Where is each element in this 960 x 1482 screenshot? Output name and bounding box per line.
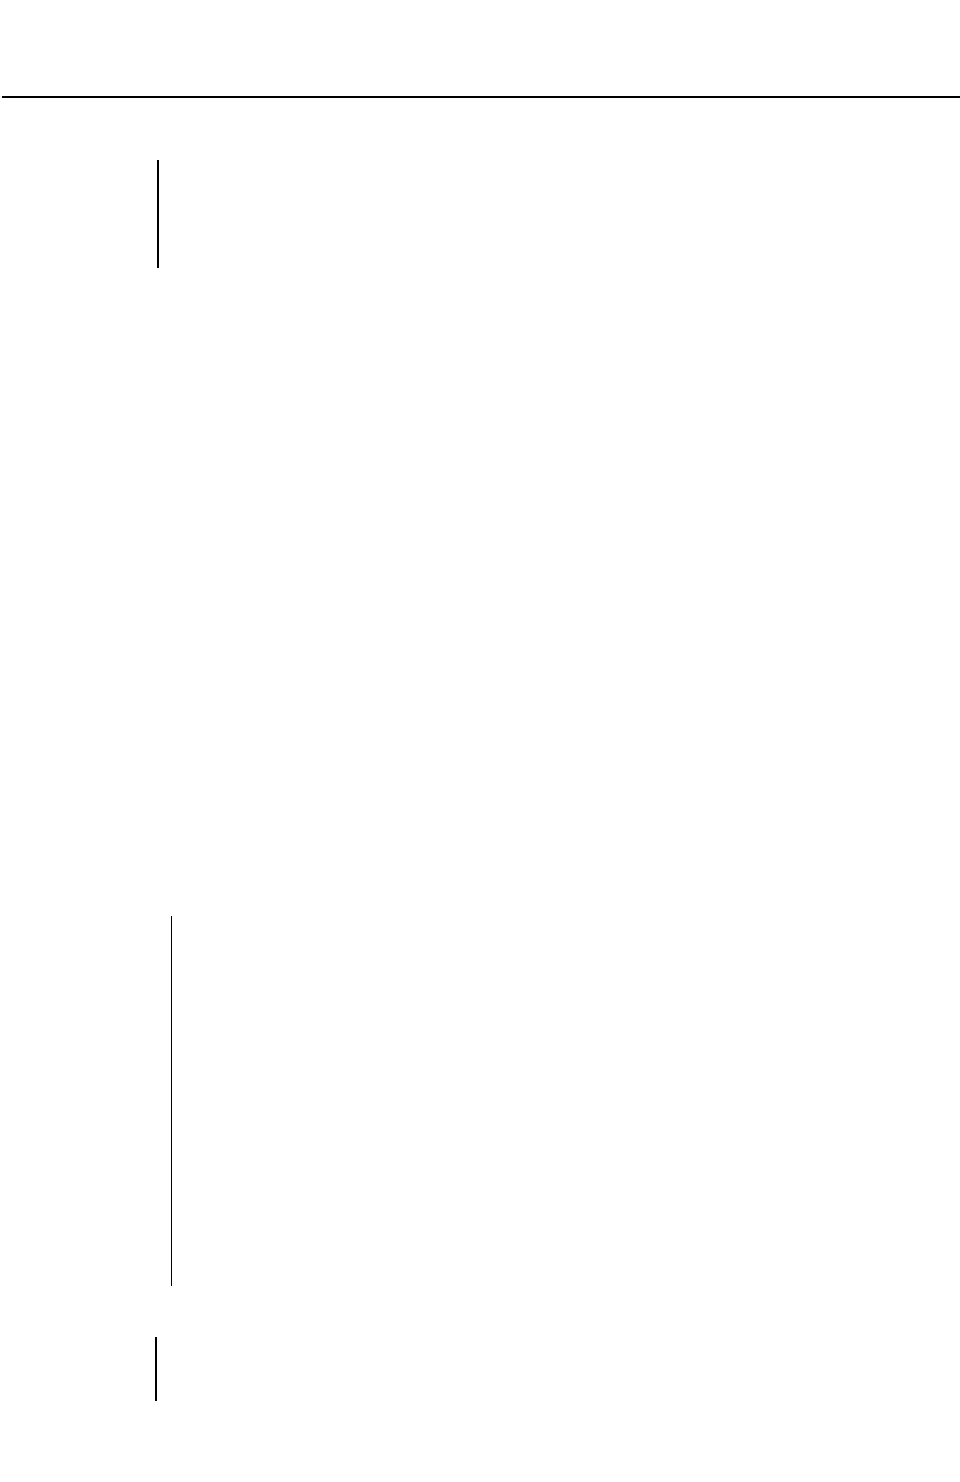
margin-bar-2 [155, 1337, 157, 1401]
table-left-rule [171, 916, 172, 1286]
header-divider [2, 96, 960, 98]
margin-bar [157, 160, 159, 268]
